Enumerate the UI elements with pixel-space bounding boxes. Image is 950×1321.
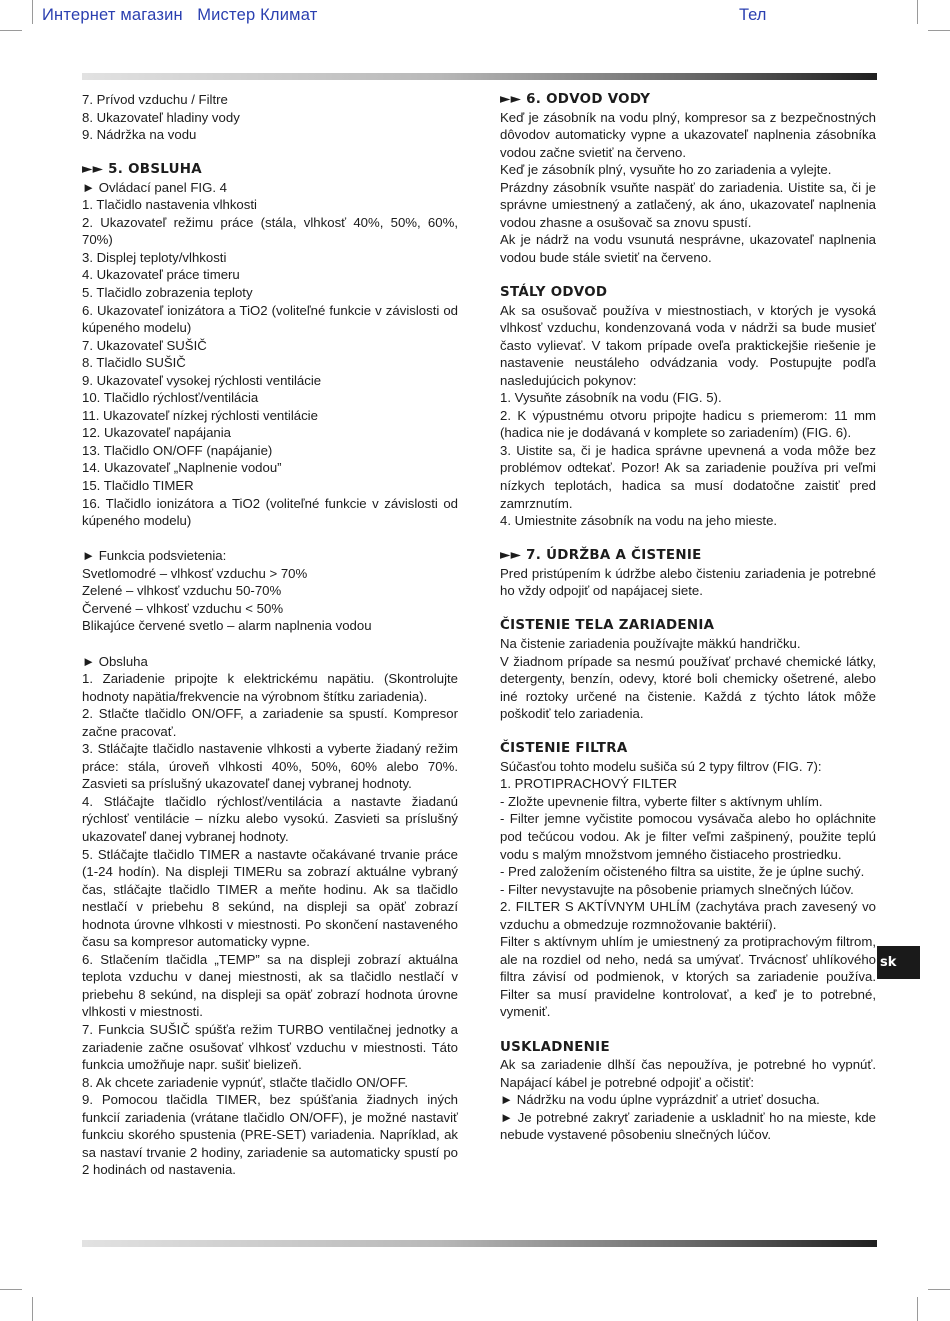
- paragraph: - Filter nevystavujte na pôsobenie priamych slnečných lúčov.: [500, 881, 854, 897]
- paragraph-gap: [82, 635, 458, 653]
- top-gradient-bar: [82, 73, 877, 80]
- paragraph: 15. Tlačidlo TIMER: [82, 478, 194, 494]
- section-heading: ►► 7. ÚDRŽBA A ČISTENIE: [500, 548, 702, 564]
- paragraph: Filter s aktívnym uhlím je umiestnený za protiprachovým filtrom, ale na rozdiel od neho, nedá sa umývať. Trvácnosť uhlíkového filtra závisí od podmienok, v ktorých sa zariadenie používa. Filter sa musí pravidelne kontrolovať, a keď je to potrebné, vymeniť.: [500, 934, 876, 1020]
- paragraph: 7. Ukazovateľ SUŠIČ: [82, 337, 207, 353]
- paragraph: 4. Umiestnite zásobník na vodu na jeho mieste.: [500, 513, 778, 529]
- paragraph: ► Ovládací panel FIG. 4: [82, 179, 227, 195]
- shop-name: Интернет магазин Мистер Климат: [42, 6, 318, 24]
- paragraph: 16. Tlačidlo ionizátora a TiO2 (voliteľné funkcie v závislosti od kúpeného modelu): [82, 495, 458, 529]
- phone-label: Тел: [739, 6, 767, 24]
- paragraph-gap: [82, 144, 458, 162]
- section-heading: ČISTENIE TELA ZARIADENIA: [500, 618, 715, 634]
- paragraph-gap: [500, 723, 876, 741]
- crop-mark: [0, 1289, 22, 1290]
- paragraph: Ak sa osušovač používa v miestnostiach, v ktorých je vysoká vlhkosť vzduchu, kondenzovaná voda v nádrži sa bude musieť často vylievať. V takom prípade oveľa praktickejšie riešenie je nastavenie neustáleho odvádzania vody. Postupujte podľa nasledujúcich pokynov:: [500, 302, 876, 388]
- paragraph: Keď je zásobník plný, vysuňte ho zo zariadenia a vylejte.: [500, 162, 832, 178]
- paragraph-gap: [500, 266, 876, 284]
- paragraph: Ak je nádrž na vodu vsunutá nesprávne, ukazovateľ naplnenia vodou bude stále svietiť na červeno.: [500, 232, 876, 265]
- paragraph: ► Funkcia podsvietenia:: [82, 548, 227, 564]
- paragraph: 8. Tlačidlo SUŠIČ: [82, 355, 186, 371]
- paragraph: 6. Ukazovateľ ionizátora a TiO2 (voliteľné funkcie v závislosti od kúpeného modelu): [82, 302, 458, 336]
- paragraph: 9. Nádržka na vodu: [82, 127, 197, 143]
- paragraph: 3. Displej teploty/vlhkosti: [82, 249, 227, 265]
- bottom-gradient-bar: [82, 1240, 877, 1247]
- paragraph: 1. Zariadenie pripojte k elektrickému napätiu. (Skontrolujte hodnoty napätia/frekvencie na výrobnom štítku zariadenia).: [82, 671, 458, 704]
- crop-mark: [917, 1297, 918, 1321]
- paragraph: 1. Vysuňte zásobník na vodu (FIG. 5).: [500, 390, 722, 406]
- paragraph: 2. FILTER S AKTÍVNYM UHLÍM (zachytáva prach zavesený vo vzduchu a obmedzuje rozmnožovanie baktérií).: [500, 899, 876, 932]
- paragraph: 10. Tlačidlo rýchlosť/ventilácia: [82, 390, 259, 406]
- paragraph: 13. Tlačidlo ON/OFF (napájanie): [82, 442, 273, 458]
- paragraph: 4. Ukazovateľ práce timeru: [82, 267, 240, 283]
- paragraph: Blikajúce červené svetlo – alarm naplnenia vodou: [82, 618, 372, 634]
- paragraph: 9. Ukazovateľ vysokej rýchlosti ventilácie: [82, 372, 322, 388]
- paragraph: 7. Prívod vzduchu / Filtre: [82, 92, 228, 107]
- paragraph: Súčasťou tohto modelu sušiča sú 2 typy filtrov (FIG. 7):: [500, 758, 822, 774]
- section-heading: ČISTENIE FILTRA: [500, 741, 628, 757]
- paragraph: 7. Funkcia SUŠIČ spúšťa režim TURBO ventilačnej jednotky a zariadenie začne osušovať vlhkosť vzduchu v miestnosti. Táto funkcia umožňuje napr. sušiť bielizeň.: [82, 1021, 458, 1073]
- paragraph: Ak sa zariadenie dlhší čas nepoužíva, je potrebné ho vypnúť. Napájací kábel je potrebné odpojiť a očistiť:: [500, 1057, 876, 1090]
- paragraph: 11. Ukazovateľ nízkej rýchlosti ventilácie: [82, 407, 318, 423]
- paragraph: 2. Ukazovateľ režimu práce (stála, vlhkosť 40%, 50%, 60%, 70%): [82, 214, 458, 248]
- section-heading: ►► 5. OBSLUHA: [82, 162, 202, 178]
- paragraph: 5. Tlačidlo zobrazenia teploty: [82, 285, 253, 301]
- paragraph: 5. Stláčajte tlačidlo TIMER a nastavte očakávané trvanie práce (1-24 hodín). Na displeji TIMERu sa zobrazí aktuálne vybraný čas, stláčajte tlačidlo TIMER a meňte hodinu. Ak sa tlačidlo nestlačí v priebehu 8 sekúnd, na displeji sa opäť zobrazí hodnota úrovne vlhkosti v miestnosti. Po skončení nastaveného času sa kompresor automaticky vypne.: [82, 846, 458, 950]
- paragraph: ► Nádržku na vodu úplne vyprázdniť a utrieť dosucha.: [500, 1092, 820, 1108]
- left-column: [82, 91, 458, 1179]
- paragraph: 8. Ukazovateľ hladiny vody: [82, 109, 240, 125]
- paragraph: Červené – vlhkosť vzduchu < 50%: [82, 600, 284, 616]
- shop-header: [0, 0, 950, 34]
- paragraph-gap: [82, 530, 458, 548]
- paragraph: 3. Uistite sa, či je hadica správne upevnená a voda môže bez problémov odtekať. Pozor! Ak sa zariadenie používa pri veľmi nízkych teplotách, hadica sa musí dodatočne zaistiť pred zamrznutím.: [500, 442, 876, 511]
- paragraph: 9. Pomocou tlačidla TIMER, bez spúšťania žiadnych iných funkcií zariadenia (vrátane tlačidlo ON/OFF), je možné nastaviť funkciu skorého spustenia (PRE-SET) variadenia. Napríklad, ak sa nastaví trvanie 2 hodiny, zariadenie sa automaticky spustí po 2 hodinách od nastavenia.: [82, 1092, 458, 1178]
- crop-mark: [928, 1289, 950, 1290]
- paragraph: 6. Stlačením tlačidla „TEMP” sa na displeji zobrazí aktuálna teplota vzduchu v danej miestnosti, ak sa tlačidlo nestlačí v priebehu 8 sekúnd, na displeji sa opäť zobrazí hodnota úrovne vlhkosti v miestnosti.: [82, 951, 458, 1020]
- paragraph: V žiadnom prípade sa nesmú používať prchavé chemické látky, detergenty, benzín, odevy, ktoré boli chemicky ošetrené, alebo iné roztoky určené na čistenie. Každá z týchto látok môže poškodiť telo zariadenia.: [500, 653, 876, 722]
- paragraph: Keď je zásobník na vodu plný, kompresor sa z bezpečnostných dôvodov automaticky vypne a ukazovateľ naplnenia zásobníka vodou začne svietiť na červeno.: [500, 109, 876, 160]
- crop-mark: [32, 1297, 33, 1321]
- paragraph: 14. Ukazovateľ „Naplnenie vodou”: [82, 460, 282, 476]
- paragraph: 2. K výpustnému otvoru pripojte hadicu s priemerom: 11 mm (hadica nie je dodávaná v komplete so zariadením) (FIG. 6).: [500, 407, 876, 441]
- paragraph: Pred pristúpením k údržbe alebo čisteniu zariadenia je potrebné ho vždy odpojiť od napájacej siete.: [500, 565, 876, 599]
- right-column: [500, 91, 876, 1144]
- paragraph: Na čistenie zariadenia používajte mäkkú handričku.: [500, 635, 801, 651]
- paragraph: 3. Stláčajte tlačidlo nastavenie vlhkosti a vyberte žiadaný režim práce: stála, úroveň vlhkosti 40%, 50%, 60% alebo 70%. Zasvieti sa príslušný ukazovateľ danej vybranej hodnoty.: [82, 741, 458, 792]
- paragraph-gap: [500, 530, 876, 548]
- paragraph: 2. Stlačte tlačidlo ON/OFF, a zariadenie sa spustí. Kompresor začne pracovať.: [82, 706, 458, 739]
- paragraph-gap: [500, 1021, 876, 1039]
- paragraph: 1. PROTIPRACHOVÝ FILTER: [500, 776, 678, 792]
- paragraph: - Pred založením očisteného filtra sa uistite, že je úplne suchý.: [500, 864, 865, 880]
- paragraph: - Zložte upevnenie filtra, vyberte filter s aktívnym uhlím.: [500, 793, 823, 809]
- section-heading: USKLADNENIE: [500, 1039, 610, 1055]
- paragraph: Prázdny zásobník vsuňte naspäť do zariadenia. Uistite sa, či je správne umiestnený a zatlačený, ak áno, ukazovateľ naplnenia vodou zhasne a osušovač sa znovu spustí.: [500, 179, 876, 230]
- paragraph: 4. Stláčajte tlačidlo rýchlosť/ventilácia a nastavte žiadanú rýchlosť ventilácie – nízku alebo vysokú. Zasvieti sa príslušný ukazovateľ danej vybranej hodnoty.: [82, 793, 458, 844]
- section-heading: ►► 6. ODVOD VODY: [500, 92, 651, 107]
- paragraph: Zelené – vlhkosť vzduchu 50-70%: [82, 583, 282, 599]
- paragraph-gap: [500, 600, 876, 618]
- paragraph: 8. Ak chcete zariadenie vypnúť, stlačte tlačidlo ON/OFF.: [82, 1074, 408, 1090]
- paragraph: ► Obsluha: [82, 653, 148, 669]
- language-tab: sk: [877, 946, 920, 979]
- paragraph: 12. Ukazovateľ napájania: [82, 425, 232, 441]
- section-heading: STÁLY ODVOD: [500, 285, 608, 301]
- paragraph: - Filter jemne vyčistite pomocou vysávača alebo ho opláchnite pod tečúcou vodou. Ak je filter veľmi zašpinený, použite teplú vodu s malým množstvom jemného čistiaceho prostriedku.: [500, 811, 876, 862]
- paragraph: ► Je potrebné zakryť zariadenie a uskladniť ho na mieste, kde nebude vystavené pôsobeniu slnečných lúčov.: [500, 1109, 876, 1143]
- paragraph: 1. Tlačidlo nastavenia vlhkosti: [82, 197, 257, 213]
- paragraph: Svetlomodré – vlhkosť vzduchu > 70%: [82, 565, 308, 581]
